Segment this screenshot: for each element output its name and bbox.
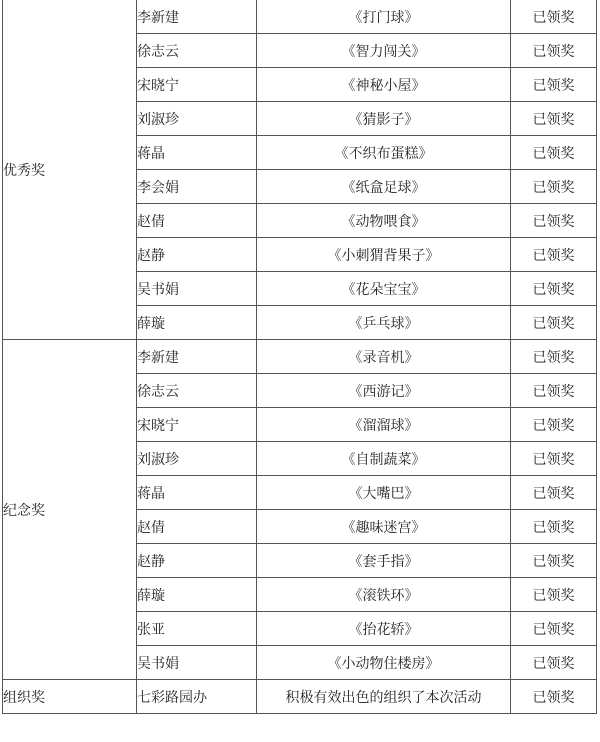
award-status: 已领奖 (511, 578, 597, 612)
recipient-name: 吴书娟 (137, 646, 257, 680)
award-status: 已领奖 (511, 272, 597, 306)
recipient-name: 徐志云 (137, 34, 257, 68)
recipient-name: 李新建 (137, 0, 257, 34)
recipient-name: 七彩路园办 (137, 680, 257, 714)
recipient-name: 赵倩 (137, 510, 257, 544)
award-status: 已领奖 (511, 408, 597, 442)
award-status: 已领奖 (511, 442, 597, 476)
recipient-name: 薛璇 (137, 306, 257, 340)
award-status: 已领奖 (511, 544, 597, 578)
award-status: 已领奖 (511, 680, 597, 714)
award-item: 《自制蔬菜》 (257, 442, 511, 476)
award-category: 纪念奖 (3, 340, 137, 680)
award-item: 《套手指》 (257, 544, 511, 578)
recipient-name: 徐志云 (137, 374, 257, 408)
recipient-name: 赵倩 (137, 204, 257, 238)
award-status: 已领奖 (511, 68, 597, 102)
award-item: 《纸盒足球》 (257, 170, 511, 204)
award-status: 已领奖 (511, 374, 597, 408)
awards-table-body (3, 0, 597, 714)
recipient-name: 薛璇 (137, 578, 257, 612)
recipient-name: 吴书娟 (137, 272, 257, 306)
award-item: 《抬花轿》 (257, 612, 511, 646)
award-status: 已领奖 (511, 0, 597, 34)
recipient-name: 李新建 (137, 340, 257, 374)
award-status: 已领奖 (511, 238, 597, 272)
award-item: 《滚铁环》 (257, 578, 511, 612)
award-item: 《打门球》 (257, 0, 511, 34)
recipient-name: 蒋晶 (137, 136, 257, 170)
award-status: 已领奖 (511, 340, 597, 374)
recipient-name: 刘淑珍 (137, 102, 257, 136)
award-item: 《趣味迷宫》 (257, 510, 511, 544)
recipient-name: 刘淑珍 (137, 442, 257, 476)
award-item: 《大嘴巴》 (257, 476, 511, 510)
award-category: 优秀奖 (3, 0, 137, 340)
award-item: 《神秘小屋》 (257, 68, 511, 102)
award-item: 《录音机》 (257, 340, 511, 374)
award-item: 《智力闯关》 (257, 34, 511, 68)
awards-table (2, 0, 597, 714)
award-status: 已领奖 (511, 170, 597, 204)
recipient-name: 李会娟 (137, 170, 257, 204)
award-item: 《小动物住楼房》 (257, 646, 511, 680)
award-item: 《不织布蛋糕》 (257, 136, 511, 170)
recipient-name: 赵静 (137, 544, 257, 578)
award-item: 《溜溜球》 (257, 408, 511, 442)
award-status: 已领奖 (511, 612, 597, 646)
award-status: 已领奖 (511, 204, 597, 238)
award-item: 积极有效出色的组织了本次活动 (257, 680, 511, 714)
table-row (3, 680, 597, 714)
award-category: 组织奖 (3, 680, 137, 714)
award-status: 已领奖 (511, 102, 597, 136)
recipient-name: 张亚 (137, 612, 257, 646)
recipient-name: 蒋晶 (137, 476, 257, 510)
award-status: 已领奖 (511, 646, 597, 680)
award-item: 《西游记》 (257, 374, 511, 408)
award-item: 《猜影子》 (257, 102, 511, 136)
recipient-name: 宋晓宁 (137, 408, 257, 442)
award-status: 已领奖 (511, 476, 597, 510)
table-row (3, 0, 597, 34)
award-item: 《小刺猬背果子》 (257, 238, 511, 272)
table-row (3, 340, 597, 374)
recipient-name: 赵静 (137, 238, 257, 272)
award-item: 《动物喂食》 (257, 204, 511, 238)
award-status: 已领奖 (511, 306, 597, 340)
award-status: 已领奖 (511, 136, 597, 170)
award-item: 《花朵宝宝》 (257, 272, 511, 306)
award-item: 《乒乓球》 (257, 306, 511, 340)
award-status: 已领奖 (511, 34, 597, 68)
award-status: 已领奖 (511, 510, 597, 544)
recipient-name: 宋晓宁 (137, 68, 257, 102)
